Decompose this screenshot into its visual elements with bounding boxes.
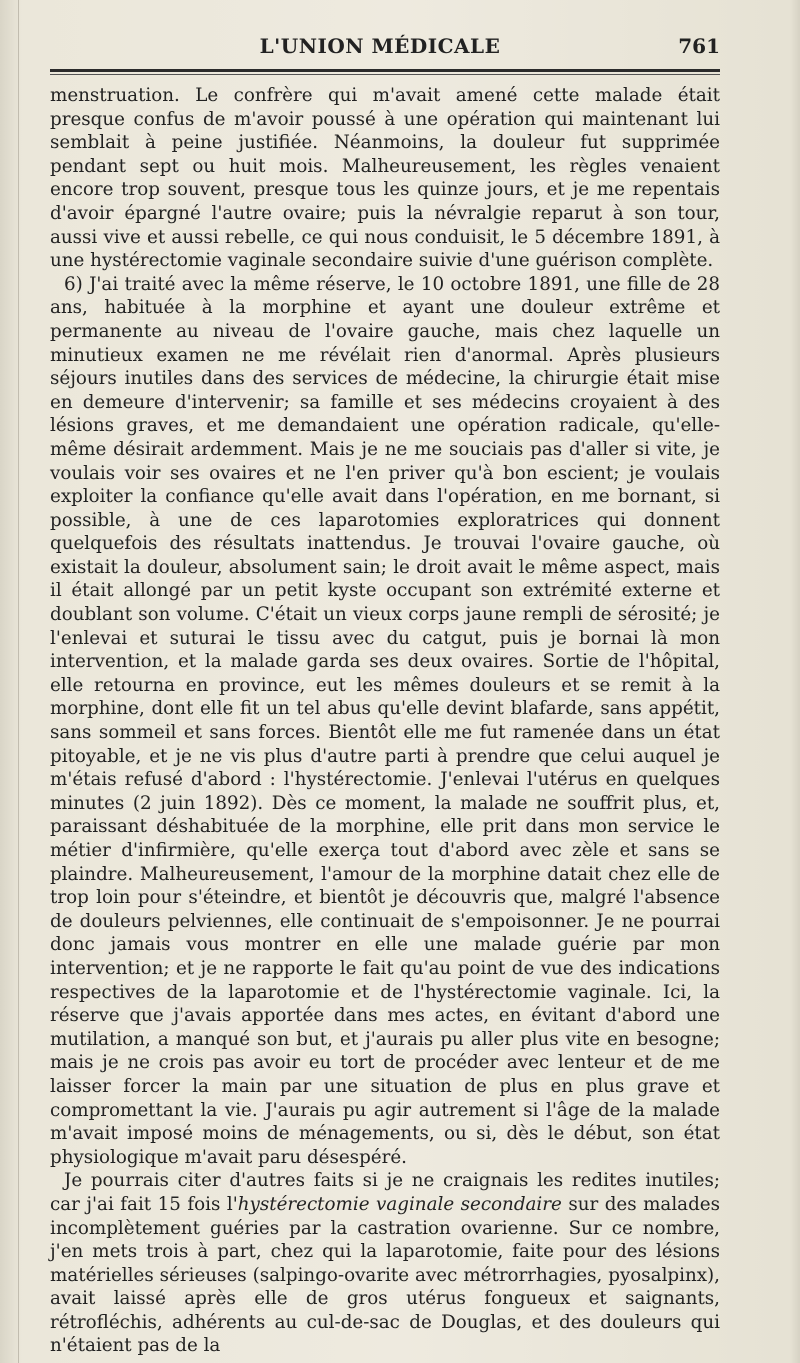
page-header: [40, 34, 720, 64]
article-body: [50, 84, 720, 1358]
paragraph-3-start: Je pourrais citer d'autres faits si je ne craignais les redites inutiles; car j'ai fait 15 fois l': [50, 1170, 720, 1215]
paragraph-3-end: sur des malades incomplètement guéries par la castration ovarienne. Sur ce nombre, j'en mets trois à part, chez qui la laparotomie, faite pour des lésions matérielles sérieuses (salpingo-ovarite avec métrorrhagies, pyosalpinx), avait laissé après elle de gros utérus fongueux et saignants, rétrofléchis, adhérents au cul-de-sac de Douglas, et des douleurs qui n'étaient pas de la: [50, 1193, 720, 1357]
header-rule: [50, 69, 720, 72]
paragraph-3-italic-term: hystérectomie vaginale secondaire: [237, 1193, 562, 1215]
paragraph-2: 6) J'ai traité avec la même réserve, le 10 octobre 1891, une fille de 28 ans, habituée à la morphine et ayant une douleur extrême et permanente au niveau de l'ovaire gauche, mais chez laquelle un minutieux examen ne me révélait rien d'anormal. Après plusieurs séjours inutiles dans des services de médecine, la chirurgie était mise en demeure d'intervenir; sa famille et ses médecins croyaient à des lésions graves, et me demandaient une opération radicale, qu'elle-même désirait ardemment. Mais je ne me souciais pas d'aller si vite, je voulais voir ses ovaires et ne l'en priver qu'à bon escient; je voulais exploiter la confiance qu'elle avait dans l'opération, en me bornant, si possible, à une de ces laparotomies exploratrices qui donnent quelquefois des résultats inattendus. Je trouvai l'ovaire gauche, où existait la douleur, absolument sain; le droit avait le même aspect, mais il était allongé par un petit kyste occupant son extrémité externe et doublant son volume. C'était un vieux corps jaune rempli de sérosité; je l'enlevai et suturai le tissu avec du catgut, puis je bornai là mon intervention, et la malade garda ses deux ovaires. Sortie de l'hôpital, elle retourna en province, eut les mêmes douleurs et se remit à la morphine, dont elle fit un tel abus qu'elle devint blafarde, sans appétit, sans sommeil et sans forces. Bientôt elle me fut ramenée dans un état pitoyable, et je ne vis plus d'autre parti à prendre que celui auquel je m'étais refusé d'abord : l'hystérectomie. J'enlevai l'utérus en quelques minutes (2 juin 1892). Dès ce moment, la malade ne souffrit plus, et, paraissant déshabituée de la morphine, elle prit dans mon service le métier d'infirmière, qu'elle exerça tout d'abord avec zèle et sans se plaindre. Malheureusement, l'amour de la morphine datait chez elle de trop loin pour s'éteindre, et bientôt je découvris que, malgré l'absence de douleurs pelviennes, elle continuait de s'empoisonner. Je ne pourrai donc jamais vous montrer en elle une malade guérie par mon intervention; et je ne rapporte le fait qu'au point de vue des indications respectives de la laparotomie et de l'hystérectomie vaginale. Ici, la réserve que j'avais apportée dans mes actes, en évitant d'abord une mutilation, a manqué son but, et j'aurais pu aller plus vite en besogne; mais je ne crois pas avoir eu tort de procéder avec lenteur et de me laisser forcer la main par une situation de plus en plus grave et compromettant la vie. J'aurais pu agir autrement si l'âge de la malade m'avait imposé moins de ménagements, ou si, dès le début, son état physiologique m'avait paru désespéré.: [50, 273, 720, 1168]
paragraph-1: menstruation. Le confrère qui m'avait amené cette malade était presque confus de m'avoir poussé à une opération qui maintenant lui semblait à peine justifiée. Néanmoins, la douleur fut supprimée pendant sept ou huit mois. Malheureusement, les règles venaient encore trop souvent, presque tous les quinze jours, et je me repentais d'avoir épargné l'autre ovaire; puis la névralgie reparut à son tour, aussi vive et aussi rebelle, ce qui nous conduisit, le 5 décembre 1891, à une hystérectomie vaginale secondaire suivie d'une guérison complète.: [50, 85, 720, 272]
header-rule-thin: [50, 74, 720, 75]
paragraph-3: [50, 1169, 720, 1358]
running-head: L'UNION MÉDICALE: [259, 34, 501, 58]
page-edge-shadow: [18, 0, 19, 1363]
page-number: 761: [678, 34, 720, 58]
